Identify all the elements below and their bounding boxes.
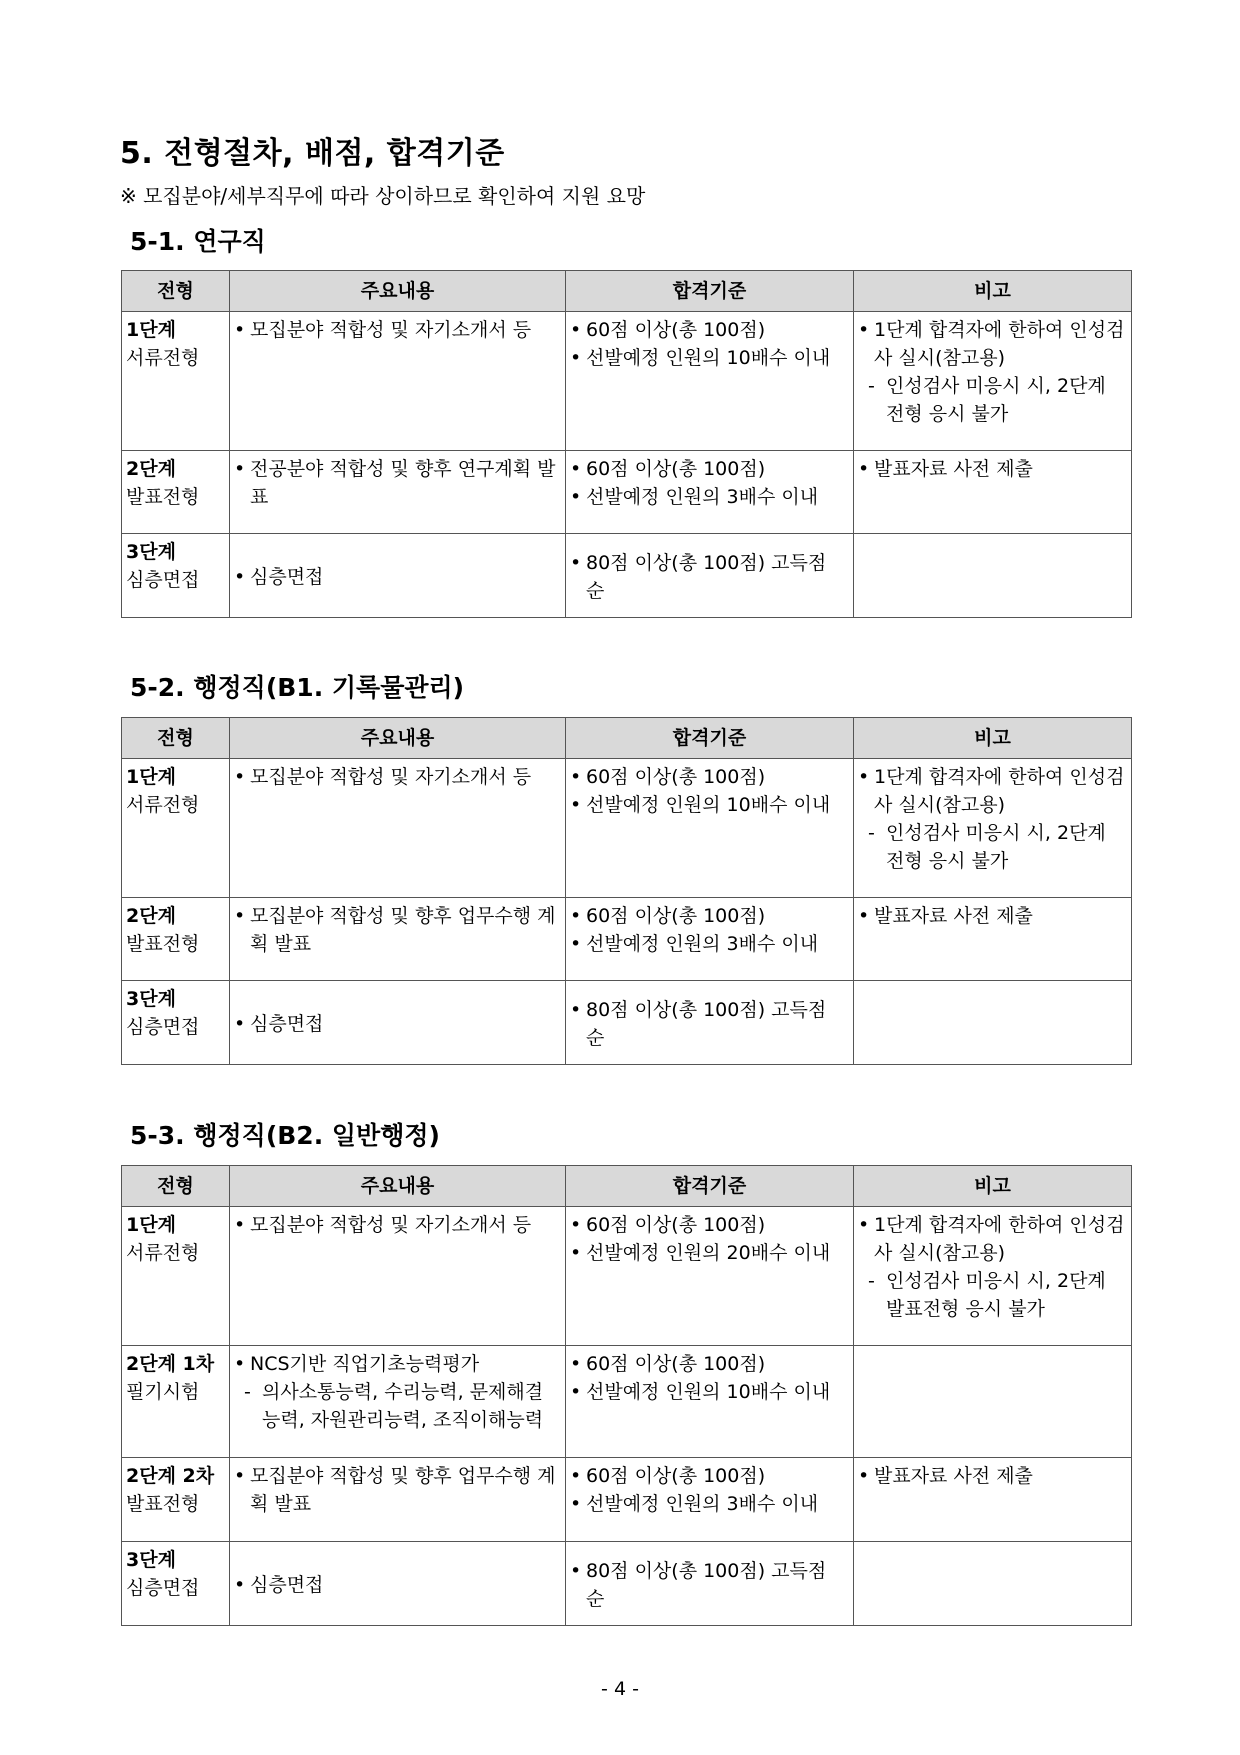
- stage-cell: [122, 1207, 230, 1346]
- item-text: 발표자료 사전 제출: [874, 458, 1033, 480]
- item-text: 심층면접: [250, 565, 324, 588]
- item-text: 1단계 합격자에 한하여 인성검사 실시(참고용): [874, 766, 1125, 816]
- criteria-cell: [566, 534, 854, 618]
- criteria-cell: [566, 312, 854, 451]
- bullet-marker: •: [234, 1012, 246, 1035]
- item-text: 선발예정 인원의 3배수 이내: [586, 1493, 819, 1515]
- bullet-item: [234, 1211, 561, 1239]
- bullet-marker: •: [234, 1573, 246, 1596]
- header-content: 주요내용: [230, 718, 566, 759]
- bullet-marker: •: [858, 766, 870, 788]
- item-text: 60점 이상(총 100점): [586, 1465, 766, 1487]
- stage-cell: [122, 312, 230, 451]
- table-row: [122, 1207, 1132, 1346]
- bullet-marker: •: [570, 1493, 582, 1515]
- bullet-marker: •: [234, 458, 246, 480]
- criteria-cell: [566, 981, 854, 1065]
- stage-type: 심층면접: [126, 1577, 200, 1599]
- bullet-item: [570, 1378, 849, 1406]
- content-cell: [230, 451, 566, 534]
- stage-type: 심층면접: [126, 1016, 200, 1038]
- stage-name: 1단계: [126, 1214, 176, 1236]
- bullet-item: [858, 455, 1127, 483]
- item-text: 선발예정 인원의 10배수 이내: [586, 347, 831, 369]
- header-criteria: 합격기준: [566, 718, 854, 759]
- header-criteria: 합격기준: [566, 1166, 854, 1207]
- bullet-marker: •: [570, 766, 582, 788]
- stage-type: 심층면접: [126, 569, 200, 591]
- dash-item: [858, 1267, 1127, 1323]
- bullet-item: [570, 763, 849, 791]
- bullet-item: [570, 1557, 849, 1613]
- bullet-marker: •: [570, 486, 582, 508]
- item-text: 60점 이상(총 100점): [586, 905, 766, 927]
- item-text: 80점 이상(총 100점) 고득점 순: [586, 551, 827, 602]
- table-general-admin: [121, 1165, 1132, 1626]
- criteria-cell: [566, 898, 854, 981]
- dash-item: [858, 372, 1127, 428]
- content-cell: [230, 312, 566, 451]
- content-cell: [230, 1207, 566, 1346]
- remarks-cell: [854, 312, 1132, 451]
- bullet-item: [234, 1350, 561, 1378]
- content-cell: [230, 1542, 566, 1626]
- stage-cell: [122, 1458, 230, 1542]
- bullet-item: [570, 1239, 849, 1267]
- bullet-item: [570, 930, 849, 958]
- table-row: [122, 1458, 1132, 1542]
- stage-cell: [122, 981, 230, 1065]
- remarks-cell: [854, 1207, 1132, 1346]
- stage-cell: [122, 759, 230, 898]
- subsection-heading-general-admin: 5-3. 행정직(B2. 일반행정): [130, 1121, 440, 1150]
- item-text: 전공분야 적합성 및 향후 연구계획 발표: [250, 458, 556, 508]
- stage-cell: [122, 534, 230, 618]
- page-number: - 4 -: [601, 1678, 639, 1700]
- bullet-item: [234, 1010, 561, 1038]
- subsection-heading-records: 5-2. 행정직(B1. 기록물관리): [130, 673, 465, 702]
- bullet-marker: •: [234, 565, 246, 588]
- item-text: 모집분야 적합성 및 향후 업무수행 계획 발표: [250, 905, 556, 955]
- bullet-marker: •: [858, 458, 870, 480]
- stage-name: 1단계: [126, 766, 176, 788]
- table-row: [122, 981, 1132, 1065]
- table-row: [122, 1542, 1132, 1626]
- item-text: 모집분야 적합성 및 향후 업무수행 계획 발표: [250, 1465, 556, 1515]
- header-content: 주요내용: [230, 271, 566, 312]
- header-stage: 전형: [122, 718, 230, 759]
- dash-marker: -: [868, 822, 875, 844]
- bullet-item: [234, 563, 561, 591]
- bullet-marker: •: [858, 905, 870, 927]
- item-text: 60점 이상(총 100점): [586, 1214, 766, 1236]
- item-text: 발표자료 사전 제출: [874, 1465, 1033, 1487]
- stage-name: 3단계: [126, 541, 176, 563]
- stage-cell: [122, 898, 230, 981]
- header-remarks: 비고: [854, 1166, 1132, 1207]
- stage-name: 1단계: [126, 319, 176, 341]
- table-row: [122, 898, 1132, 981]
- item-text: 모집분야 적합성 및 자기소개서 등: [250, 1214, 532, 1236]
- stage-type: 서류전형: [126, 347, 200, 369]
- item-text: 모집분야 적합성 및 자기소개서 등: [250, 319, 532, 341]
- remarks-cell: [854, 759, 1132, 898]
- content-cell: [230, 981, 566, 1065]
- bullet-marker: •: [234, 905, 246, 927]
- bullet-item: [570, 1462, 849, 1490]
- remarks-cell: [854, 1458, 1132, 1542]
- stage-name: 2단계: [126, 905, 176, 927]
- header-remarks: 비고: [854, 718, 1132, 759]
- content-cell: [230, 759, 566, 898]
- bullet-item: [570, 483, 849, 511]
- header-stage: 전형: [122, 1166, 230, 1207]
- remarks-cell: [854, 534, 1132, 618]
- bullet-item: [570, 549, 849, 605]
- item-text: 1단계 합격자에 한하여 인성검사 실시(참고용): [874, 319, 1125, 369]
- bullet-item: [234, 1462, 561, 1518]
- item-text: 의사소통능력, 수리능력, 문제해결능력, 자원관리능력, 조직이해능력: [262, 1381, 544, 1431]
- criteria-cell: [566, 451, 854, 534]
- item-text: 선발예정 인원의 10배수 이내: [586, 1381, 831, 1403]
- bullet-item: [570, 455, 849, 483]
- table-row: [122, 312, 1132, 451]
- item-text: 60점 이상(총 100점): [586, 458, 766, 480]
- section-note: ※ 모집분야/세부직무에 따라 상이하므로 확인하여 지원 요망: [120, 184, 646, 208]
- header-content: 주요내용: [230, 1166, 566, 1207]
- content-cell: [230, 1458, 566, 1542]
- bullet-marker: •: [234, 319, 246, 341]
- stage-cell: [122, 1542, 230, 1626]
- content-cell: [230, 534, 566, 618]
- item-text: 80점 이상(총 100점) 고득점 순: [586, 998, 827, 1049]
- bullet-item: [570, 996, 849, 1052]
- item-text: 60점 이상(총 100점): [586, 319, 766, 341]
- criteria-cell: [566, 1207, 854, 1346]
- bullet-item: [570, 344, 849, 372]
- content-cell: [230, 1346, 566, 1458]
- stage-name: 2단계 2차: [126, 1465, 215, 1487]
- stage-cell: [122, 1346, 230, 1458]
- bullet-item: [858, 1211, 1127, 1267]
- bullet-marker: •: [234, 1214, 246, 1236]
- bullet-marker: •: [858, 1214, 870, 1236]
- bullet-marker: •: [570, 1242, 582, 1264]
- header-stage: 전형: [122, 271, 230, 312]
- dash-marker: -: [868, 375, 875, 397]
- item-text: 모집분야 적합성 및 자기소개서 등: [250, 766, 532, 788]
- stage-name: 3단계: [126, 1549, 176, 1571]
- criteria-cell: [566, 759, 854, 898]
- bullet-marker: •: [570, 794, 582, 816]
- bullet-item: [570, 1490, 849, 1518]
- bullet-item: [234, 902, 561, 958]
- item-text: 80점 이상(총 100점) 고득점 순: [586, 1559, 827, 1610]
- item-text: 선발예정 인원의 20배수 이내: [586, 1242, 831, 1264]
- stage-name: 3단계: [126, 988, 176, 1010]
- bullet-item: [570, 791, 849, 819]
- item-text: 심층면접: [250, 1573, 324, 1596]
- table-records: [121, 717, 1132, 1065]
- criteria-cell: [566, 1346, 854, 1458]
- item-text: 60점 이상(총 100점): [586, 766, 766, 788]
- bullet-marker: •: [570, 551, 582, 574]
- bullet-item: [570, 1350, 849, 1378]
- dash-item: [858, 819, 1127, 875]
- table-row: [122, 1346, 1132, 1458]
- item-text: 선발예정 인원의 3배수 이내: [586, 933, 819, 955]
- table-header-row: [122, 718, 1132, 759]
- remarks-cell: [854, 981, 1132, 1065]
- table-header-row: [122, 271, 1132, 312]
- bullet-marker: •: [570, 1465, 582, 1487]
- bullet-marker: •: [570, 998, 582, 1021]
- bullet-marker: •: [570, 905, 582, 927]
- stage-type: 발표전형: [126, 486, 200, 508]
- item-text: 인성검사 미응시 시, 2단계 발표전형 응시 불가: [886, 1270, 1106, 1320]
- bullet-item: [570, 902, 849, 930]
- stage-cell: [122, 451, 230, 534]
- table-row: [122, 534, 1132, 618]
- criteria-cell: [566, 1542, 854, 1626]
- bullet-marker: •: [858, 319, 870, 341]
- item-text: 인성검사 미응시 시, 2단계 전형 응시 불가: [886, 375, 1106, 425]
- bullet-item: [570, 1211, 849, 1239]
- table-research: [121, 270, 1132, 618]
- item-text: 선발예정 인원의 3배수 이내: [586, 486, 819, 508]
- bullet-marker: •: [570, 1381, 582, 1403]
- stage-name: 2단계 1차: [126, 1353, 215, 1375]
- bullet-marker: •: [570, 1353, 582, 1375]
- item-text: 60점 이상(총 100점): [586, 1353, 766, 1375]
- section-title: 5. 전형절차, 배점, 합격기준: [120, 136, 505, 171]
- bullet-marker: •: [858, 1465, 870, 1487]
- dash-marker: -: [868, 1270, 875, 1292]
- bullet-item: [858, 1462, 1127, 1490]
- stage-type: 서류전형: [126, 794, 200, 816]
- bullet-marker: •: [570, 347, 582, 369]
- bullet-marker: •: [570, 319, 582, 341]
- bullet-marker: •: [234, 1353, 246, 1375]
- dash-marker: -: [244, 1381, 251, 1403]
- bullet-item: [234, 455, 561, 511]
- subsection-heading-research: 5-1. 연구직: [130, 227, 266, 256]
- item-text: 선발예정 인원의 10배수 이내: [586, 794, 831, 816]
- bullet-marker: •: [570, 1559, 582, 1582]
- remarks-cell: [854, 1346, 1132, 1458]
- table-header-row: [122, 1166, 1132, 1207]
- table-row: [122, 759, 1132, 898]
- bullet-item: [234, 1571, 561, 1599]
- stage-type: 필기시험: [126, 1381, 200, 1403]
- header-remarks: 비고: [854, 271, 1132, 312]
- item-text: NCS기반 직업기초능력평가: [250, 1353, 480, 1375]
- bullet-item: [858, 902, 1127, 930]
- item-text: 1단계 합격자에 한하여 인성검사 실시(참고용): [874, 1214, 1125, 1264]
- content-cell: [230, 898, 566, 981]
- bullet-marker: •: [570, 933, 582, 955]
- remarks-cell: [854, 898, 1132, 981]
- stage-type: 발표전형: [126, 1493, 200, 1515]
- bullet-item: [570, 316, 849, 344]
- bullet-marker: •: [234, 766, 246, 788]
- item-text: 인성검사 미응시 시, 2단계 전형 응시 불가: [886, 822, 1106, 872]
- remarks-cell: [854, 451, 1132, 534]
- remarks-cell: [854, 1542, 1132, 1626]
- dash-item: [234, 1378, 561, 1434]
- stage-type: 서류전형: [126, 1242, 200, 1264]
- bullet-item: [858, 763, 1127, 819]
- item-text: 발표자료 사전 제출: [874, 905, 1033, 927]
- bullet-marker: •: [570, 1214, 582, 1236]
- bullet-item: [858, 316, 1127, 372]
- stage-name: 2단계: [126, 458, 176, 480]
- table-row: [122, 451, 1132, 534]
- bullet-item: [234, 763, 561, 791]
- stage-type: 발표전형: [126, 933, 200, 955]
- bullet-marker: •: [570, 458, 582, 480]
- header-criteria: 합격기준: [566, 271, 854, 312]
- bullet-item: [234, 316, 561, 344]
- criteria-cell: [566, 1458, 854, 1542]
- item-text: 심층면접: [250, 1012, 324, 1035]
- bullet-marker: •: [234, 1465, 246, 1487]
